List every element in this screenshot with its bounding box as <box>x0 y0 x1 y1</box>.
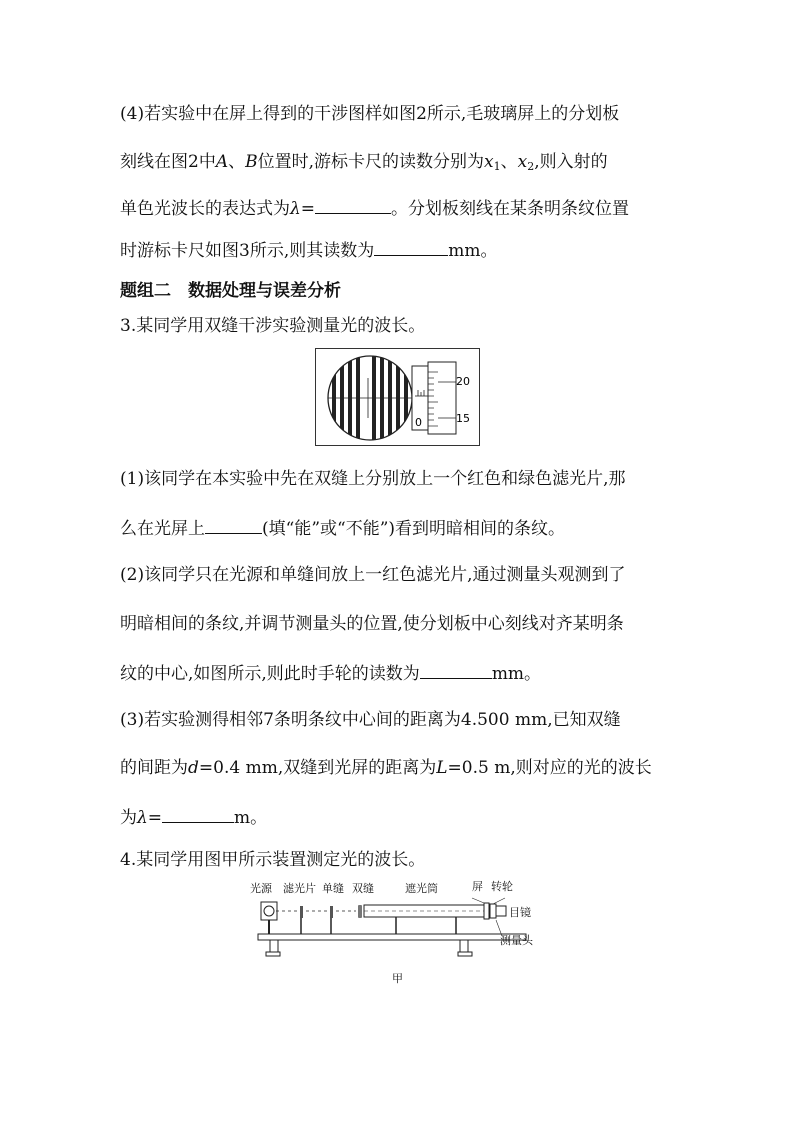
scale-label-20: 20 <box>456 375 470 388</box>
label-double-slit: 双缝 <box>352 882 374 895</box>
q3-part1-line2: 么在光屏上 (填“能”或“不能”)看到明暗相间的条纹。 <box>120 515 565 541</box>
answer-blank-wavelength-expression[interactable] <box>315 195 391 214</box>
label-wheel: 转轮 <box>491 880 513 893</box>
q4-part4-line2: 刻线在图2中A、B位置时,游标卡尺的读数分别为$x_1$、$x_2$,则入射的 <box>120 152 608 173</box>
q3-part3-line2: 的间距为d=0.4 mm,双缝到光屏的距离为L=0.5 m,则对应的光的波长 <box>120 758 652 778</box>
q3-part3-line3: 为λ= m。 <box>120 804 267 830</box>
label-single-slit: 单缝 <box>322 882 344 895</box>
scale-label-15: 15 <box>456 412 470 425</box>
q4-stem: 4.某同学用图甲所示装置测定光的波长。 <box>120 850 426 870</box>
q4-part4-line3: 单色光波长的表达式为λ= 。分划板刻线在某条明条纹位置 <box>120 195 629 221</box>
section-title: 题组二 数据处理与误差分析 <box>120 281 341 301</box>
scale-label-0: 0 <box>415 416 422 429</box>
q4-apparatus-figure <box>246 878 536 988</box>
label-tube: 遮光筒 <box>405 882 438 895</box>
q3-micrometer-figure <box>315 348 480 450</box>
label-measuring-head: 测量头 <box>500 934 533 947</box>
label-eyepiece: 目镜 <box>509 906 531 919</box>
q3-part2-line1: (2)该同学只在光源和单缝间放上一红色滤光片,通过测量头观测到了 <box>120 565 626 585</box>
q4-part4-line4: 时游标卡尺如图3所示,则其读数为 mm。 <box>120 237 497 263</box>
q3-part3-line1: (3)若实验测得相邻7条明条纹中心间的距离为4.500 mm,已知双缝 <box>120 710 621 730</box>
label-light-source: 光源 <box>250 882 272 895</box>
label-filter: 滤光片 <box>283 882 316 895</box>
answer-blank-can-see[interactable] <box>205 515 262 534</box>
answer-blank-wavelength[interactable] <box>162 804 234 823</box>
q3-stem: 3.某同学用双缝干涉实验测量光的波长。 <box>120 316 426 336</box>
answer-blank-vernier-reading[interactable] <box>374 237 448 256</box>
q3-part1-line1: (1)该同学在本实验中先在双缝上分别放上一个红色和绿色滤光片,那 <box>120 469 626 489</box>
q3-part2-line3: 纹的中心,如图所示,则此时手轮的读数为 mm。 <box>120 660 541 686</box>
micrometer-diagram <box>315 348 480 446</box>
figure-caption: 甲 <box>392 972 403 985</box>
label-screen: 屏 <box>472 880 483 893</box>
q3-part2-line2: 明暗相间的条纹,并调节测量头的位置,使分划板中心刻线对齐某明条 <box>120 614 624 634</box>
q4-part4-line1: (4)若实验中在屏上得到的干涉图样如图2所示,毛玻璃屏上的分划板 <box>120 104 620 124</box>
answer-blank-wheel-reading[interactable] <box>420 660 492 679</box>
